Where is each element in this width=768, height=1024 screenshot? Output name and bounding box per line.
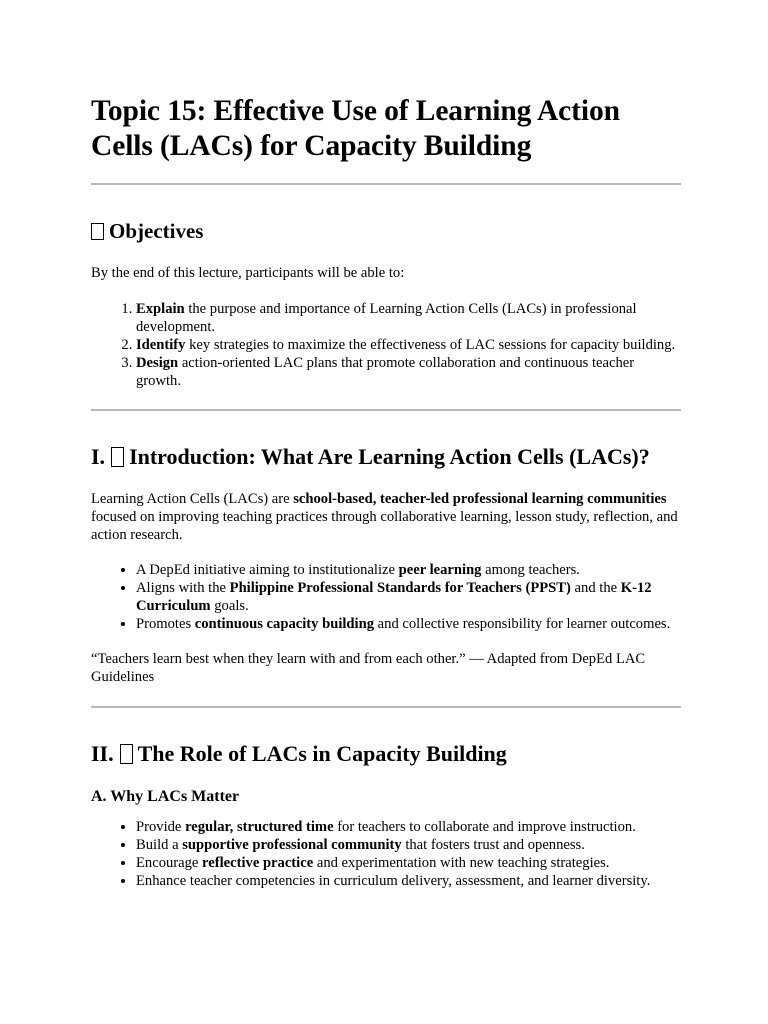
section-1-heading: I. Introduction: What Are Learning Action Cells (LACs)?	[91, 444, 650, 469]
divider	[91, 706, 681, 708]
section-2-heading: II. The Role of LACs in Capacity Building	[91, 741, 507, 766]
missing-glyph-icon	[111, 447, 124, 467]
objectives-intro: By the end of this lecture, participants will be able to:	[91, 265, 405, 281]
missing-glyph-icon	[120, 744, 133, 764]
objectives-list	[91, 300, 681, 390]
list-item: 2. Identify key strategies to maximize the effectiveness of LAC sessions for capacity building.	[136, 336, 681, 354]
objectives-heading: Objectives	[91, 218, 681, 244]
list-item: • Provide regular, structured time for teachers to collaborate and improve instruction.	[136, 818, 681, 836]
missing-glyph-icon	[91, 223, 104, 240]
section-2-bullets	[91, 818, 681, 890]
section-1-quote: “Teachers learn best when they learn with and from each other.” — Adapted from DepEd LAC Guidelines	[91, 651, 646, 685]
divider	[91, 409, 681, 411]
document-content	[91, 94, 681, 890]
list-item: • Enhance teacher competencies in curriculum delivery, assessment, and learner diversity.	[136, 872, 681, 890]
list-item: • Encourage reflective practice and experimentation with new teaching strategies.	[136, 854, 681, 872]
list-item: 1. Explain the purpose and importance of Learning Action Cells (LACs) in professional development.	[136, 300, 681, 336]
divider	[91, 183, 681, 185]
section-1-bullets	[91, 561, 681, 633]
list-item: • A DepEd initiative aiming to institutionalize peer learning among teachers.	[136, 561, 681, 579]
list-item: • Build a supportive professional community that fosters trust and openness.	[136, 836, 681, 854]
list-item: 3. Design action-oriented LAC plans that promote collaboration and continuous teacher growth.	[136, 354, 681, 390]
section-2-subheading: A. Why LACs Matter	[91, 788, 240, 805]
list-item: • Aligns with the Philippine Professional Standards for Teachers (PPST) and the K-12 Curriculum goals.	[136, 579, 681, 615]
page-title: Topic 15: Effective Use of Learning Action Cells (LACs) for Capacity Building	[91, 95, 620, 162]
section-1-paragraph: Learning Action Cells (LACs) are school-based, teacher-led professional learning communities focused on improving teaching practices through collaborative learning, lesson study, reflection, and action research.	[91, 491, 678, 543]
list-item: • Promotes continuous capacity building and collective responsibility for learner outcomes.	[136, 615, 681, 633]
